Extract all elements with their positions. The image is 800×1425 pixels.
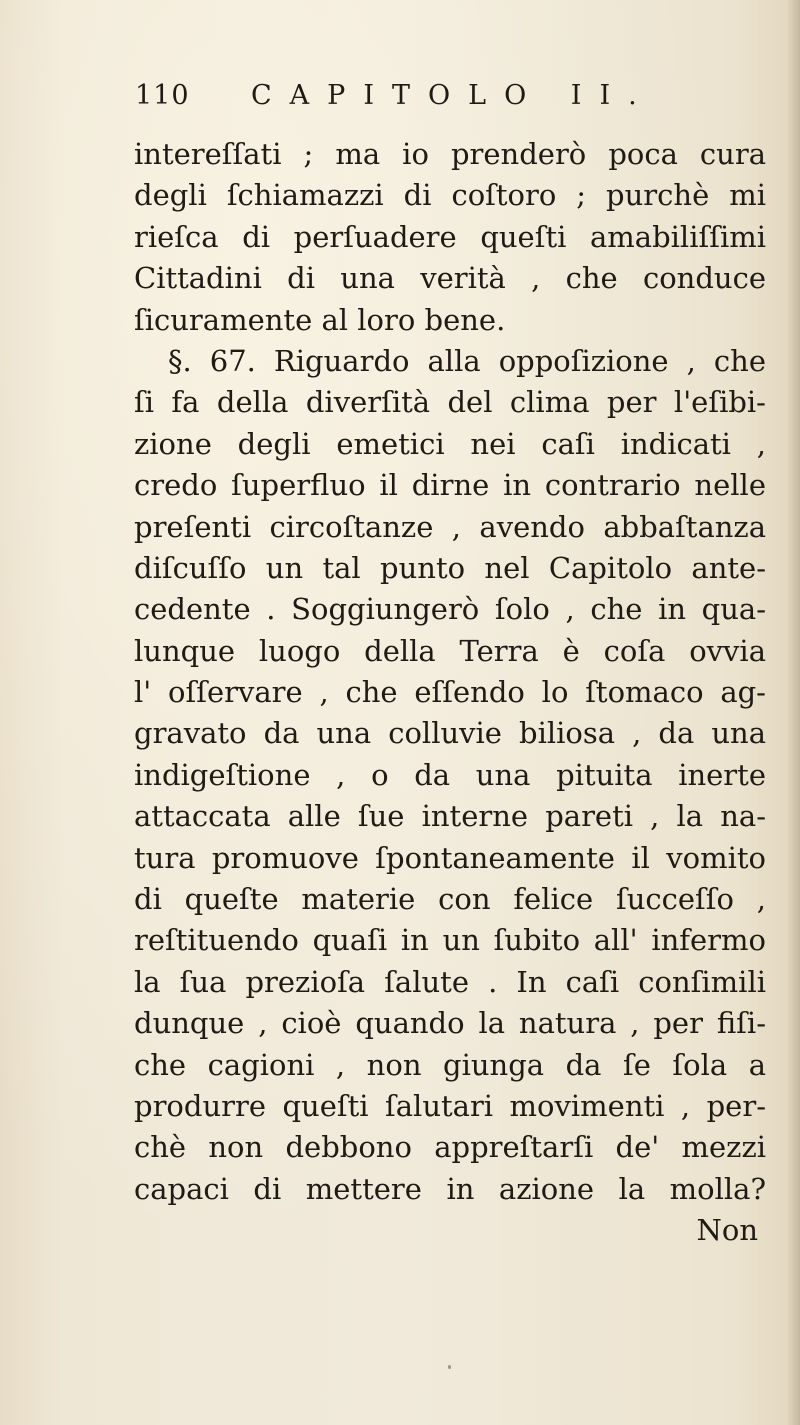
text-line: la ſua prezioſa ſalute . In caſi conſimili <box>134 964 766 999</box>
text-line: Cittadini di una verità , che conduce <box>134 261 766 296</box>
text-line: capaci di mettere in azione la molla? <box>134 1171 766 1206</box>
catchword: Non <box>696 1213 758 1248</box>
text-line: dunque , cioè quando la natura , per fiſi- <box>134 1006 766 1041</box>
running-head: CAPITOLO II. <box>251 80 655 111</box>
text-line: indigeſtione , o da una pituita inerte <box>134 757 766 792</box>
page-header <box>135 80 695 130</box>
text-line: che cagioni , non giunga da ſe ſola a <box>134 1047 766 1082</box>
text-line: ſicuramente al loro bene. <box>134 302 506 337</box>
text-line: chè non debbono appreſtarſi de' mezzi <box>134 1130 766 1165</box>
text-line: credo ſuperfluo il dirne in contrario nelle <box>134 468 766 503</box>
text-line: intereſſati ; ma io prenderò poca cura <box>134 137 766 171</box>
text-line: tura promuove ſpontaneamente il vomito <box>134 840 766 875</box>
text-line: l' oſſervare , che eſſendo lo ſtomaco ag- <box>134 675 766 710</box>
text-line: gravato da una colluvie biliosa , da una <box>134 716 766 751</box>
section-start-line: §. 67. Riguardo alla oppoſizione , che <box>168 343 766 378</box>
paper-spot <box>448 1365 451 1369</box>
text-line: attaccata alle ſue interne pareti , la na- <box>134 799 766 834</box>
text-line: rieſca di perſuadere queſti amabiliſſimi <box>134 219 766 254</box>
text-line: reſtituendo quaſi in un ſubito all' infermo <box>134 923 766 958</box>
text-line: degli ſchiamazzi di coſtoro ; purchè mi <box>134 178 766 213</box>
body-text <box>134 134 766 1252</box>
page-number: 110 <box>135 80 190 111</box>
page-edge-shadow <box>786 0 800 1425</box>
text-line: zione degli emetici nei caſi indicati , <box>134 426 766 461</box>
text-line: produrre queſti ſalutari movimenti , per- <box>134 1088 766 1123</box>
text-line: preſenti circoſtanze , avendo abbaſtanza <box>134 509 766 544</box>
text-line: di queſte materie con felice ſucceſſo , <box>134 882 766 917</box>
text-line: diſcuſſo un tal punto nel Capitolo ante- <box>134 550 766 585</box>
text-line: lunque luogo della Terra è coſa ovvia <box>134 633 766 668</box>
text-line: ſi fa della diverſità del clima per l'eſibi- <box>134 385 766 420</box>
text-line: cedente . Soggiungerò ſolo , che in qua- <box>134 592 766 627</box>
